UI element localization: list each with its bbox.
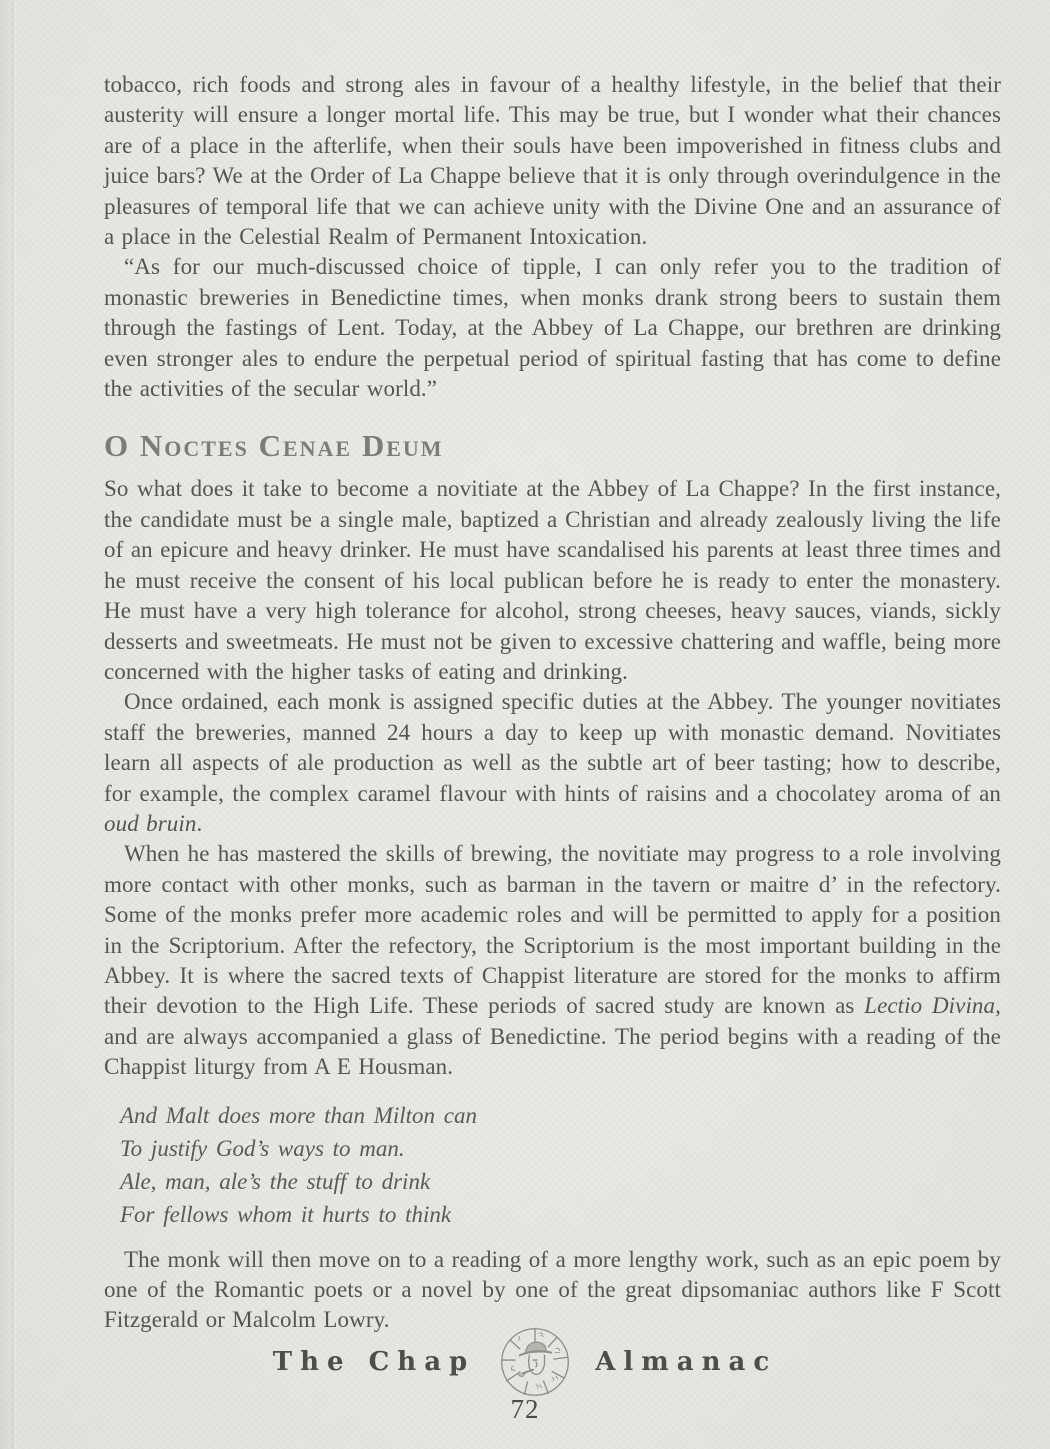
body-paragraph-2: “As for our much-discussed choice of tipple, I can only refer you to the tradition of monastic breweries in Benedictine times, when monks drank strong beers to sustain them through the fastings of Lent. Today, at the Abbey of La Chappe, our brethren are drinking even stronger ales to endure the perpetual period of spiritual fasting that has come to define the activities of the secular world.” (104, 254, 1001, 402)
footer-brand-left: The Chap (272, 1347, 476, 1377)
paragraph-4-text: Once ordained, each monk is assigned specific duties at the Abbey. The younger novitiates staff the breweries, manned 24 hours a day to keep up with monastic demand. Novitiates learn all aspects of ale production as well as the subtle art of beer tasting; how to describe, for example, the complex caramel flavour with hints of raisins and a chocolatey aroma of an (104, 689, 1001, 806)
poem-line-4: For fellows whom it hurts to think (120, 1201, 452, 1227)
italic-term-lectio-divina: Lectio Divina (864, 993, 996, 1019)
body-paragraph-6: The monk will then move on to a reading of a more lengthy work, such as an epic poem by one of the Romantic poets or a novel by one of the great dipsomaniac authors like F Scott Fitzgerald or Malcolm Lowry. (104, 1246, 1001, 1333)
body-paragraph-4 (104, 687, 1001, 839)
body-paragraph-5 (104, 839, 1001, 1082)
poem-line-3: Ale, man, ale’s the stuff to drink (120, 1168, 431, 1194)
paragraph-5-text: When he has mastered the skills of brewing, the novitiate may progress to a role involving more contact with other monks, such as barman in the tavern or maitre d’ in the refectory. Some of the monks prefer more academic roles and will be permitted to apply for a position in the Scriptorium. After the refectory, the Scriptorium is the most important building in the Abbey. It is where the sacred texts of Chappist literature are stored for the monks to affirm their devotion to the High Life. These periods of sacred study are known as (104, 841, 1001, 1019)
page-number: 72 (510, 1394, 540, 1424)
poem-line-1: And Malt does more than Milton can (120, 1102, 477, 1128)
poem-line-2: To justify God’s ways to man. (120, 1135, 405, 1161)
body-paragraph-1: tobacco, rich foods and strong ales in favour of a healthy lifestyle, in the belief that their austerity will ensure a longer mortal life. This may be true, but I wonder what their chances are of a place in the afterlife, when their souls have been impoverished in fitness clubs and juice bars? We at the Order of La Chappe believe that it is only through overindulgence in the pleasures of temporal life that we can achieve unity with the Divine One and an assurance of a place in the Celestial Realm of Permanent Intoxication. (104, 72, 1001, 250)
italic-term-oud-bruin: oud bruin (104, 810, 197, 836)
page-fold-crease (11, 0, 16, 1449)
section-heading: O Noctes Cenae Deum (104, 428, 444, 464)
article-text-block (104, 70, 1001, 1336)
page-footer (0, 1324, 1050, 1400)
housman-poem-quote (120, 1099, 1001, 1231)
body-paragraph-3: So what does it take to become a novitiate at the Abbey of La Chappe? In the first instance, the candidate must be a single male, baptized a Christian and already zealously living the life of an epicure and heavy drinker. He must have scandalised his parents at least three times and he must receive the consent of his local publican before he is ready to enter the monastery. He must have a very high tolerance for alcohol, strong cheeses, heavy sauces, viands, sickly desserts and sweetmeats. He must not be given to excessive chattering and waffle, being more concerned with the higher tasks of eating and drinking. (104, 476, 1001, 684)
paragraph-4-end: . (196, 810, 203, 836)
chap-zodiac-emblem-icon (497, 1324, 573, 1400)
footer-brand-right: Almanac (595, 1347, 778, 1377)
paragraph-5-end: , and are always accompanied a glass of Benedictine. The period begins with a reading of the Chappist liturgy from A E Housman. (104, 993, 1001, 1080)
